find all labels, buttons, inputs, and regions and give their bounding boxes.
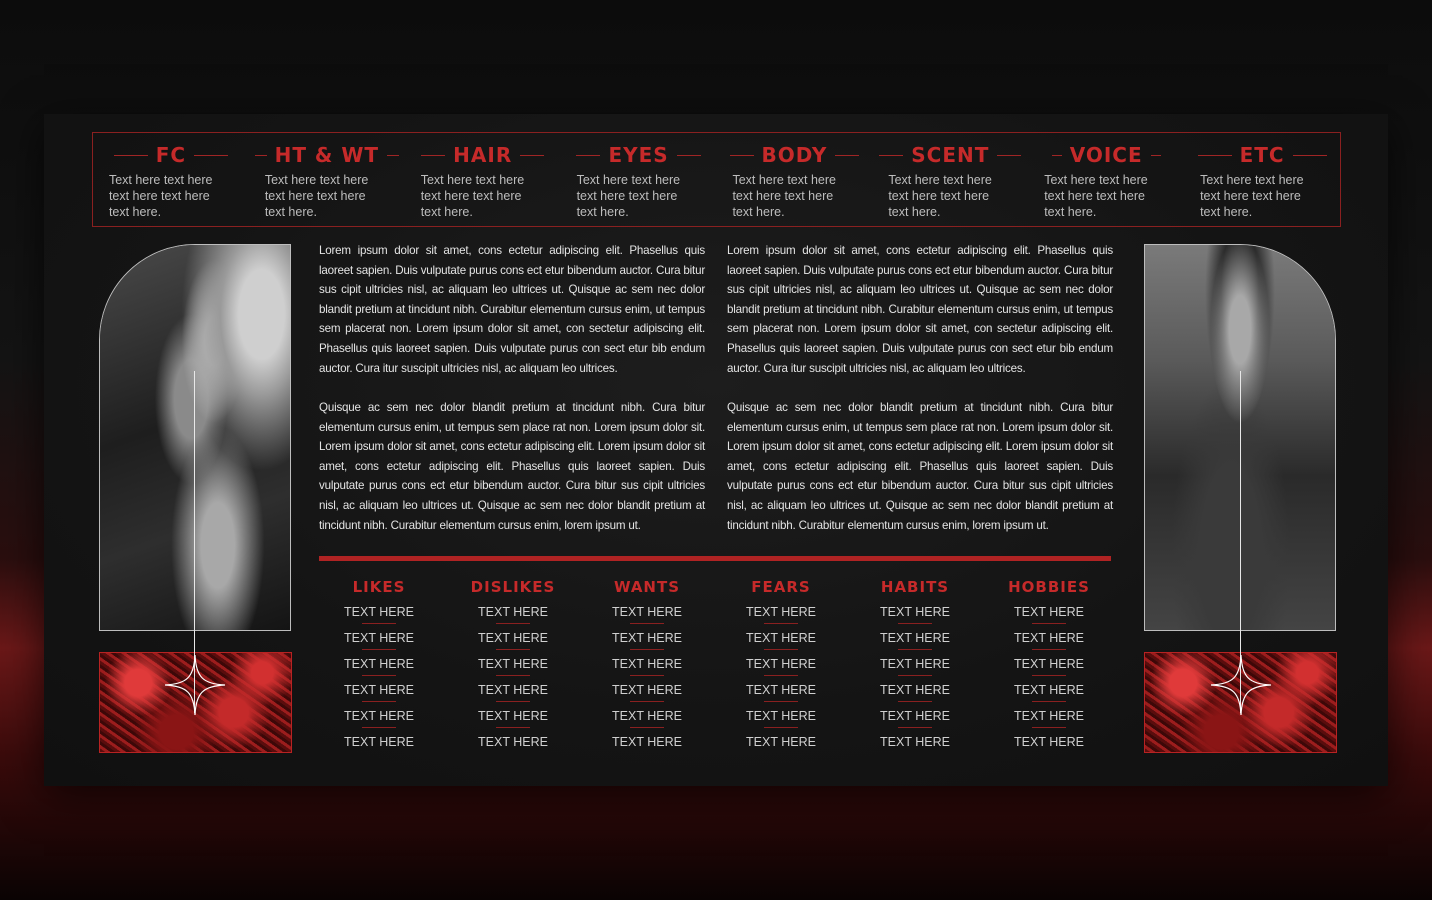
list-title: LIKES [352,578,406,596]
list-item-text: TEXT HERE [1014,657,1084,671]
item-divider [898,675,932,676]
stats-header [92,132,1341,227]
list-item [982,604,1116,626]
right-sparkle-icon [1209,653,1273,717]
list-item [848,734,982,756]
list-wants [580,578,714,756]
list-item-text: TEXT HERE [612,605,682,619]
list-item-text: TEXT HERE [746,735,816,749]
title-rule [576,155,600,156]
stat-voice [1028,133,1184,226]
list-habits [848,578,982,756]
list-item-text: TEXT HERE [612,735,682,749]
list-item [446,682,580,704]
stat-fc [93,133,249,226]
item-divider [1032,675,1066,676]
list-item [714,708,848,730]
list-item-text: TEXT HERE [746,605,816,619]
item-divider [898,649,932,650]
list-item [580,656,714,678]
stat-text: Text here text here text here text here text here. [264,173,369,219]
stat-scent [872,133,1028,226]
title-rule [255,155,267,156]
item-divider [496,675,530,676]
list-item [580,630,714,652]
stat-title: SCENT [911,143,990,167]
item-divider [764,675,798,676]
item-divider [362,727,396,728]
list-item [848,604,982,626]
list-title: DISLIKES [470,578,556,596]
item-divider [630,727,664,728]
list-item [312,734,446,756]
item-divider [898,623,932,624]
list-item-text: TEXT HERE [880,709,950,723]
stat-body [717,133,873,226]
item-divider [362,675,396,676]
list-item [982,708,1116,730]
left-portrait-photo [99,244,291,631]
stat-title: VOICE [1069,143,1143,167]
list-item-text: TEXT HERE [1014,709,1084,723]
title-rule [677,155,701,156]
list-item-text: TEXT HERE [478,709,548,723]
list-item-text: TEXT HERE [478,605,548,619]
list-item [446,604,580,626]
stat-text: Text here text here text here text here text here. [1044,173,1148,219]
list-item [848,656,982,678]
left-sparkle-icon [163,653,227,717]
list-item-text: TEXT HERE [880,605,950,619]
stat-title: HT & WT [274,143,380,167]
item-divider [1032,623,1066,624]
list-item [982,656,1116,678]
stat-hair [405,133,561,226]
list-item [714,630,848,652]
list-item-text: TEXT HERE [746,631,816,645]
list-item [580,734,714,756]
list-item-text: TEXT HERE [1014,683,1084,697]
traits-lists [312,578,1117,756]
title-rule [194,155,228,156]
stat-ht-wt [249,133,405,226]
stat-text: Text here text here text here text here text here. [1200,173,1304,219]
title-rule [1293,155,1327,156]
list-item-text: TEXT HERE [612,709,682,723]
item-divider [764,623,798,624]
list-item-text: TEXT HERE [478,657,548,671]
list-item-text: TEXT HERE [746,709,816,723]
item-divider [764,701,798,702]
title-rule [387,155,399,156]
list-title: WANTS [613,578,681,596]
list-item [312,656,446,678]
list-item [982,630,1116,652]
stat-text: Text here text here text here text here text here. [732,173,836,219]
list-item-text: TEXT HERE [1014,735,1084,749]
list-title: HABITS [880,578,950,596]
list-item [446,656,580,678]
list-item [312,682,446,704]
bio-paragraph: Lorem ipsum dolor sit amet, cons ectetur adipiscing elit. Phasellus quis laoreet sapien. Duis vulputate purus cons ect etur bibendum auctor. Cura bitur sus cipit ultricies nisl, ac aliquam leo ultrices ut. Quisque ac sem nec dolor blandit pretium at tincidunt nibh. Curabitur elementum cursus enim, ut tempus sem placerat non. Lorem ipsum dolor sit amet, con sectetur adipiscing elit. Phasellus quis laoreet sapien. Duis vulputate purus con sect etur bib endum auctor. Cura itur suscipit ultricies nisl, ac aliquam leo ultrices. [727,244,1113,375]
list-item-text: TEXT HERE [612,631,682,645]
title-rule [879,155,903,156]
list-item-text: TEXT HERE [478,683,548,697]
list-item-text: TEXT HERE [344,735,414,749]
list-item-text: TEXT HERE [478,631,548,645]
item-divider [898,727,932,728]
title-rule [520,155,544,156]
list-item [714,682,848,704]
item-divider [764,649,798,650]
stat-text: Text here text here text here text here text here. [108,173,213,219]
item-divider [362,701,396,702]
title-rule [730,155,754,156]
stat-title: ETC [1239,143,1285,167]
list-item-text: TEXT HERE [880,657,950,671]
divider-bar [319,556,1111,561]
item-divider [630,649,664,650]
list-item-text: TEXT HERE [344,605,414,619]
list-item-text: TEXT HERE [1014,631,1084,645]
title-rule [421,155,445,156]
list-hobbies [982,578,1116,756]
list-item-text: TEXT HERE [344,709,414,723]
item-divider [362,623,396,624]
list-item [312,604,446,626]
stat-title: HAIR [453,143,513,167]
list-item [580,708,714,730]
list-item-text: TEXT HERE [344,631,414,645]
item-divider [496,649,530,650]
list-item-text: TEXT HERE [344,657,414,671]
item-divider [630,675,664,676]
list-item [714,604,848,626]
list-item [446,734,580,756]
list-item [312,630,446,652]
item-divider [1032,649,1066,650]
stat-text: Text here text here text here text here text here. [576,173,681,219]
list-item-text: TEXT HERE [612,683,682,697]
profile-card [44,114,1388,786]
list-item-text: TEXT HERE [880,683,950,697]
list-item [446,708,580,730]
item-divider [1032,701,1066,702]
list-item [312,708,446,730]
item-divider [496,701,530,702]
title-rule [1151,155,1161,156]
list-item-text: TEXT HERE [1014,605,1084,619]
list-item [580,604,714,626]
list-item [848,630,982,652]
list-item [982,734,1116,756]
list-item-text: TEXT HERE [880,631,950,645]
list-item [848,708,982,730]
stat-etc [1184,133,1340,226]
item-divider [362,649,396,650]
stat-text: Text here text here text here text here text here. [888,173,992,219]
list-title: HOBBIES [1008,578,1090,596]
title-rule [835,155,859,156]
item-divider [630,701,664,702]
stat-title: FC [155,143,187,167]
list-item [848,682,982,704]
bio-paragraph: Quisque ac sem nec dolor blandit pretium at tincidunt nibh. Cura bitur elementum cursus enim, ut tempus sem place rat non. Lorem ipsum dolor sit. Lorem ipsum dolor sit amet, cons ectetur adipiscing elit. Lorem ipsum dolor sit amet, cons ectetur adipiscing elit. Phasellus quis laoreet sapien. Duis vulputate purus cons ect etur bibendum auctor. Cura bitur sus cipit ultricies nisl, ac aliquam leo ultrices ut. Quisque ac sem nec dolor blandit pretium at tincidunt nibh. Curabitur elementum cursus enim, lorem ipsum ut. [319,401,705,532]
list-item-text: TEXT HERE [880,735,950,749]
list-item-text: TEXT HERE [746,683,816,697]
list-item [714,734,848,756]
bio-paragraph: Lorem ipsum dolor sit amet, cons ectetur adipiscing elit. Phasellus quis laoreet sapien. Duis vulputate purus cons ect etur bibendum auctor. Cura bitur sus cipit ultricies nisl, ac aliquam leo ultrices ut. Quisque ac sem nec dolor blandit pretium at tincidunt nibh. Curabitur elementum cursus enim, ut tempus sem placerat non. Lorem ipsum dolor sit amet, con sectetur adipiscing elit. Phasellus quis laoreet sapien. Duis vulputate purus con sect etur bib endum auctor. Cura itur suscipit ultricies nisl, ac aliquam leo ultrices. [319,244,705,375]
title-rule [997,155,1021,156]
list-title: FEARS [751,578,811,596]
title-rule [114,155,148,156]
item-divider [898,701,932,702]
list-item [446,630,580,652]
stat-title: EYES [608,143,669,167]
title-rule [1052,155,1062,156]
title-rule [1198,155,1232,156]
item-divider [630,623,664,624]
item-divider [1032,727,1066,728]
list-item-text: TEXT HERE [612,657,682,671]
item-divider [764,727,798,728]
stat-eyes [561,133,717,226]
list-item-text: TEXT HERE [478,735,548,749]
bio-paragraph: Quisque ac sem nec dolor blandit pretium at tincidunt nibh. Cura bitur elementum cursus enim, ut tempus sem place rat non. Lorem ipsum dolor sit. Lorem ipsum dolor sit amet, cons ectetur adipiscing elit. Lorem ipsum dolor sit amet, cons ectetur adipiscing elit. Phasellus quis laoreet sapien. Duis vulputate purus cons ect etur bibendum auctor. Cura bitur sus cipit ultricies nisl, ac aliquam leo ultrices ut. Quisque ac sem nec dolor blandit pretium at tincidunt nibh. Curabitur elementum cursus enim, lorem ipsum ut. [727,401,1113,532]
list-fears [714,578,848,756]
list-dislikes [446,578,580,756]
list-item [982,682,1116,704]
list-item [580,682,714,704]
list-item [714,656,848,678]
item-divider [496,727,530,728]
list-likes [312,578,446,756]
stat-title: BODY [761,143,828,167]
list-item-text: TEXT HERE [746,657,816,671]
item-divider [496,623,530,624]
stat-text: Text here text here text here text here text here. [420,173,525,219]
list-item-text: TEXT HERE [344,683,414,697]
